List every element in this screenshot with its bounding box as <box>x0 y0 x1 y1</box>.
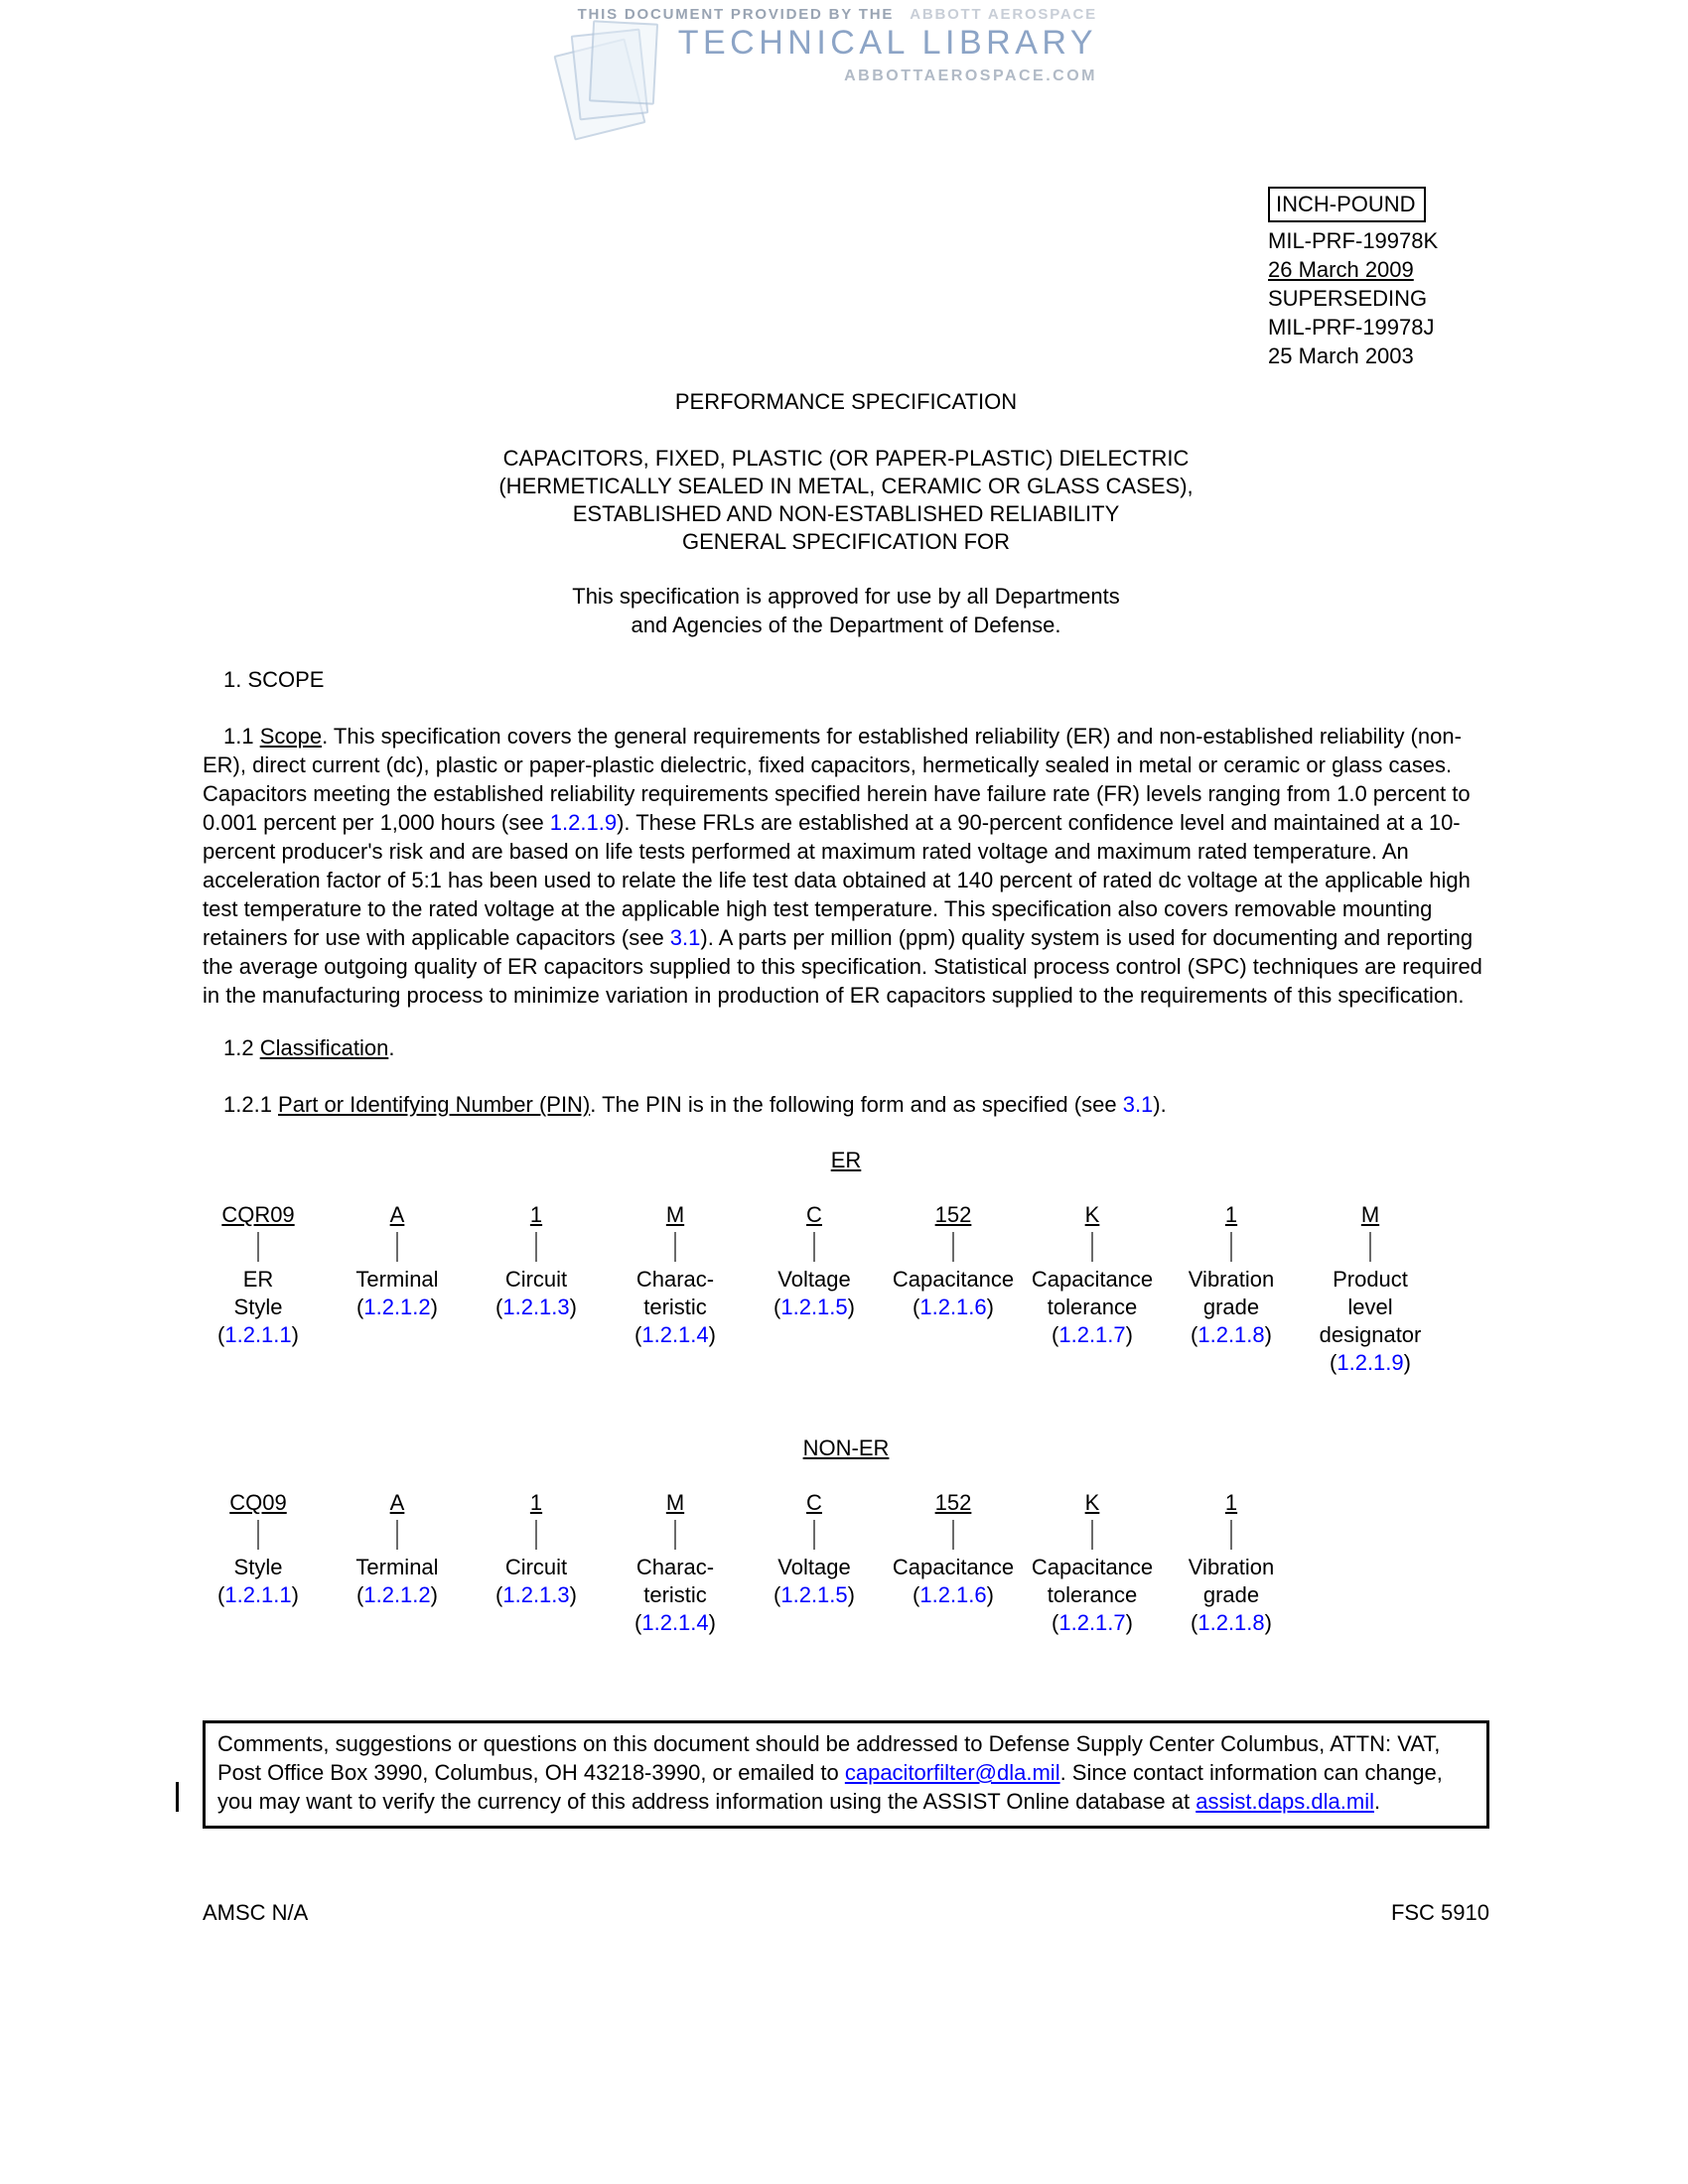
ref-link[interactable]: 1.2.1.5 <box>780 1582 848 1607</box>
pin-label: Style <box>233 1295 283 1319</box>
pin-label: grade <box>1202 1295 1260 1319</box>
pin-label: Voltage <box>777 1267 851 1292</box>
pin-label: Capacitance <box>1031 1555 1154 1579</box>
pin-ref: (1.2.1.2) <box>356 1582 438 1607</box>
pin-connector-line <box>813 1520 815 1550</box>
approval-line: and Agencies of the Department of Defense. <box>631 613 1061 637</box>
ref-link[interactable]: 1.2.1.9 <box>1336 1350 1404 1375</box>
pin-column <box>1023 1489 1162 1637</box>
pin-column <box>1162 1201 1301 1377</box>
pin-label: tolerance <box>1047 1295 1138 1319</box>
pin-connector-line <box>952 1232 954 1262</box>
watermark-library-title: TECHNICAL LIBRARY <box>677 24 1097 62</box>
comments-box <box>203 1720 1489 1829</box>
ref-link[interactable]: assist.daps.dla.mil <box>1196 1789 1374 1814</box>
fsc-number: FSC 5910 <box>1390 1900 1489 1925</box>
pin-code: M <box>665 1202 685 1227</box>
ref-link[interactable]: 1.2.1.8 <box>1197 1610 1265 1635</box>
pin-column <box>328 1201 467 1377</box>
er-pin-diagram <box>189 1201 1489 1377</box>
pin-ref: (1.2.1.8) <box>1191 1322 1272 1347</box>
pin-label: teristic <box>643 1295 707 1319</box>
pin-column <box>1023 1201 1162 1377</box>
change-bar <box>176 1782 179 1812</box>
ref-link[interactable]: capacitorfilter@dla.mil <box>844 1760 1060 1785</box>
amsc-number: AMSC N/A <box>203 1900 309 1925</box>
pin-column <box>884 1489 1023 1637</box>
pin-column <box>189 1201 328 1377</box>
section-heading-scope: 1. SCOPE <box>223 667 325 692</box>
pin-label: Capacitance <box>1031 1267 1154 1292</box>
ref-link[interactable]: 3.1 <box>669 925 701 950</box>
pin-column <box>328 1489 467 1637</box>
pin-column <box>606 1489 745 1637</box>
pin-connector-line <box>952 1520 954 1550</box>
superseding-label: SUPERSEDING <box>1268 286 1428 311</box>
pin-connector-line <box>535 1520 537 1550</box>
pin-ref: (1.2.1.2) <box>356 1295 438 1319</box>
pin-ref: (1.2.1.1) <box>217 1582 299 1607</box>
superseded-doc-number: MIL-PRF-19978J <box>1268 315 1435 340</box>
pin-connector-line <box>674 1232 676 1262</box>
pin-label: Vibration <box>1188 1555 1275 1579</box>
pin-label: Capacitance <box>892 1267 1015 1292</box>
pin-label: Circuit <box>504 1267 568 1292</box>
pin-column <box>1162 1489 1301 1637</box>
pin-connector-line <box>535 1232 537 1262</box>
er-diagram-heading-text: ER <box>830 1148 862 1172</box>
doc-date: 26 March 2009 <box>1268 257 1414 282</box>
non-er-diagram-heading <box>203 1434 1489 1462</box>
doc-number: MIL-PRF-19978K <box>1268 228 1439 253</box>
title-line: (HERMETICALLY SEALED IN METAL, CERAMIC OR GLASS CASES), <box>498 474 1194 498</box>
pin-label: Charac- <box>635 1267 715 1292</box>
pin-ref: (1.2.1.4) <box>634 1610 716 1635</box>
pin-ref: (1.2.1.7) <box>1052 1610 1133 1635</box>
pin-ref: (1.2.1.7) <box>1052 1322 1133 1347</box>
pin-label: Circuit <box>504 1555 568 1579</box>
title-line: GENERAL SPECIFICATION FOR <box>681 529 1011 554</box>
approval-statement <box>203 582 1489 639</box>
pin-connector-line <box>1230 1520 1232 1550</box>
pin-label: Charac- <box>635 1555 715 1579</box>
ref-link[interactable]: 1.2.1.2 <box>363 1295 431 1319</box>
text-run: . Since contact information can change, you may want to verify the currency of this address information using the ASSIST Online database at <box>217 1760 1443 1814</box>
spec-type-heading: PERFORMANCE SPECIFICATION <box>674 389 1018 414</box>
ref-link[interactable]: 1.2.1.4 <box>641 1610 709 1635</box>
pin-code: K <box>1084 1490 1100 1515</box>
ref-link[interactable]: 1.2.1.1 <box>224 1582 292 1607</box>
pin-connector-line <box>1091 1232 1093 1262</box>
pin-column <box>606 1201 745 1377</box>
pin-column <box>745 1201 884 1377</box>
pin-connector-line <box>396 1520 398 1550</box>
text-run: 1.2.1 <box>223 1092 279 1117</box>
pin-code: K <box>1084 1202 1100 1227</box>
ref-link[interactable]: 1.2.1.6 <box>919 1582 987 1607</box>
pin-label: Capacitance <box>892 1555 1015 1579</box>
pin-code: C <box>806 1490 822 1515</box>
non-er-diagram-heading-text: NON-ER <box>802 1435 890 1460</box>
pin-ref: (1.2.1.6) <box>913 1582 994 1607</box>
ref-link[interactable]: 1.2.1.3 <box>502 1582 570 1607</box>
ref-link[interactable]: 1.2.1.6 <box>919 1295 987 1319</box>
inch-pound-designation: INCH-POUND <box>1268 187 1426 222</box>
pin-label: tolerance <box>1047 1582 1138 1607</box>
ref-link[interactable]: 1.2.1.8 <box>1197 1322 1265 1347</box>
text-run: 1.1 <box>223 724 260 749</box>
pin-label: Product <box>1333 1267 1408 1292</box>
text-run: Classification <box>259 1035 389 1060</box>
title-line: CAPACITORS, FIXED, PLASTIC (OR PAPER-PLASTIC) DIELECTRIC <box>502 446 1190 471</box>
text-run: 1.2 <box>223 1035 260 1060</box>
title-line: ESTABLISHED AND NON-ESTABLISHED RELIABILITY <box>572 501 1120 526</box>
approval-line: This specification is approved for use by all Departments <box>572 584 1120 609</box>
pin-label: Terminal <box>355 1267 439 1292</box>
ref-link[interactable]: 1.2.1.7 <box>1058 1610 1126 1635</box>
pin-connector-line <box>396 1232 398 1262</box>
pin-label: designator <box>1319 1322 1422 1347</box>
pin-ref: (1.2.1.8) <box>1191 1610 1272 1635</box>
page-content <box>203 0 1489 1926</box>
pin-connector-line <box>674 1520 676 1550</box>
pin-code: 152 <box>934 1202 972 1227</box>
ref-link[interactable]: 1.2.1.3 <box>502 1295 570 1319</box>
pin-ref: (1.2.1.5) <box>774 1295 855 1319</box>
er-diagram-heading <box>203 1147 1489 1174</box>
pin-connector-line <box>1230 1232 1232 1262</box>
pin-label: teristic <box>643 1582 707 1607</box>
pin-code: 1 <box>1224 1490 1238 1515</box>
text-run: Comments, suggestions or questions on this document should be addressed to Defense Supply Center Columbus, ATTN: VAT, Post Office Box 3990, Columbus, OH 43218-3990, or emailed to <box>217 1731 1441 1785</box>
pin-label: level <box>1347 1295 1393 1319</box>
pin-ref: (1.2.1.4) <box>634 1322 716 1347</box>
text-run: ). A parts per million (ppm) quality system is used for documenting and reporting the average outgoing quality of ER capacitors supplied to this specification. Statistical process control (SPC) techniques are required in the manufacturing process to minimize variation in production of ER capacitors supplied to the requirements of this specification. <box>203 925 1482 1008</box>
title-block <box>203 445 1489 556</box>
pin-ref: (1.2.1.6) <box>913 1295 994 1319</box>
pin-column <box>745 1489 884 1637</box>
pin-code: 152 <box>934 1490 972 1515</box>
text-run: ). These FRLs are established at a 90-percent confidence level and maintained at a 10-percent producer's risk and are based on life tests performed at maximum rated voltage and maximum rated temperature. An acceleration factor of 5:1 has been used to relate the life test data obtained at 140 percent of rated dc voltage at the applicable high test temperature to the rated voltage at the applicable high test temperature. This specification also covers removable mounting retainers for use with applicable capacitors (see <box>203 810 1471 950</box>
pin-connector-line <box>257 1232 259 1262</box>
pin-column <box>189 1489 328 1637</box>
pin-label: Style <box>233 1555 283 1579</box>
ref-link[interactable]: 1.2.1.2 <box>363 1582 431 1607</box>
pin-label: grade <box>1202 1582 1260 1607</box>
pin-ref: (1.2.1.3) <box>495 1295 577 1319</box>
paragraph-1-2 <box>203 1033 1489 1062</box>
non-er-pin-diagram <box>189 1489 1489 1637</box>
pin-connector-line <box>257 1520 259 1550</box>
pin-column <box>1301 1201 1440 1377</box>
pin-code: A <box>389 1202 405 1227</box>
paragraph-1-1 <box>203 722 1489 1010</box>
watermark-brand: ABBOTT AEROSPACE <box>910 6 1097 23</box>
ref-link[interactable]: 1.2.1.7 <box>1058 1322 1126 1347</box>
pin-label: ER <box>242 1267 274 1292</box>
text-run: . This specification covers the general requirements for established reliability (ER) and non-established reliability (non-ER), direct current (dc), plastic or paper-plastic dielectric, fixed capacitors, hermetically sealed in metal or ceramic or glass cases. Capacitors meeting the established reliability requirements specified herein have failure rate (FR) levels ranging from 1.0 percent to 0.001 percent per 1,000 hours (see <box>203 724 1471 835</box>
pin-ref: (1.2.1.3) <box>495 1582 577 1607</box>
pin-code: A <box>389 1490 405 1515</box>
text-run: ). <box>1153 1092 1167 1117</box>
ref-link[interactable]: 1.2.1.5 <box>780 1295 848 1319</box>
pin-label: Vibration <box>1188 1267 1275 1292</box>
pin-ref: (1.2.1.9) <box>1330 1350 1411 1375</box>
ref-link[interactable]: 3.1 <box>1122 1092 1154 1117</box>
pin-column <box>467 1201 606 1377</box>
superseded-doc-date: 25 March 2003 <box>1268 343 1414 368</box>
page-footer <box>203 1900 1489 1926</box>
pin-code: M <box>1360 1202 1380 1227</box>
pin-code: CQ09 <box>229 1490 287 1515</box>
ref-link[interactable]: 1.2.1.9 <box>549 810 618 835</box>
pin-code: 1 <box>1224 1202 1238 1227</box>
pin-ref: (1.2.1.5) <box>774 1582 855 1607</box>
ref-link[interactable]: 1.2.1.1 <box>224 1322 292 1347</box>
paragraph-1-2-1 <box>203 1090 1489 1119</box>
pin-code: 1 <box>529 1202 543 1227</box>
pin-label: Voltage <box>777 1555 851 1579</box>
pin-connector-line <box>1091 1520 1093 1550</box>
pin-code: 1 <box>529 1490 543 1515</box>
watermark-site-url: ABBOTTAEROSPACE.COM <box>844 68 1097 84</box>
pin-column <box>467 1489 606 1637</box>
pin-connector-line <box>813 1232 815 1262</box>
watermark-provided-by-text: THIS DOCUMENT PROVIDED BY THE <box>577 6 895 23</box>
pin-code: CQR09 <box>221 1202 295 1227</box>
pin-ref: (1.2.1.1) <box>217 1322 299 1347</box>
pin-column <box>884 1201 1023 1377</box>
text-run: . The PIN is in the following form and as specified (see <box>590 1092 1123 1117</box>
pin-code: C <box>806 1202 822 1227</box>
pin-connector-line <box>1369 1232 1371 1262</box>
text-run: . <box>388 1035 395 1060</box>
pin-code: M <box>665 1490 685 1515</box>
ref-link[interactable]: 1.2.1.4 <box>641 1322 709 1347</box>
text-run: Part or Identifying Number (PIN) <box>278 1092 591 1117</box>
text-run: . <box>1373 1789 1381 1814</box>
text-run: Scope <box>259 724 323 749</box>
pin-label: Terminal <box>355 1555 439 1579</box>
